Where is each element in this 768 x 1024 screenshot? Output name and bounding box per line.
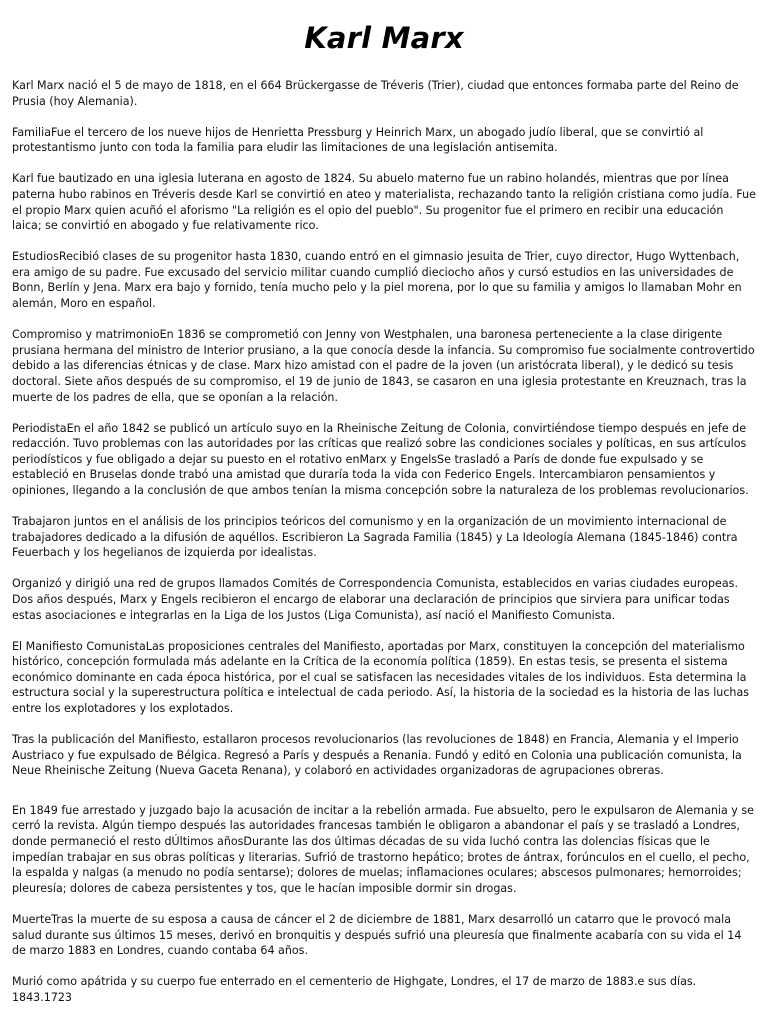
paragraph-death: MuerteTras la muerte de su esposa a causa de cáncer el 2 de diciembre de 1881, Marx desarrolló un catarro que le provocó mala salud durante sus últimos 15 meses, derivó en bronquitis y después sufrió una pleuresía que finalmente acabaría con su vida el 14 de marzo 1883 en Londres, cuando contaba 64 años. [12,912,742,958]
paragraph-burial: Murió como apátrida y su cuerpo fue enterrado en el cementerio de Highgate, Londres, el 17 de marzo de 1883.e sus días. 1843.1723 [12,975,697,1004]
paragraph-manifesto: El Manifiesto ComunistaLas proposiciones centrales del Manifiesto, aportadas por Marx, constituyen la concepción del materialismo histórico, concepción formulada más adelante en la Crítica de la economía política (1859). En estas tesis, se presenta el sistema económico dominante en cada época histórica, por el cual se satisfacen las necesidades vitales de los individuos. Esta determina la estructura social y la superestructura política e intelectual de cada periodo. Así, la historia de la sociedad es la historia de las luchas entre los explotadores y los explotados. [12,639,750,715]
paragraph-studies: EstudiosRecibió clases de su progenitor hasta 1830, cuando entró en el gimnasio jesuita de Trier, cuyo director, Hugo Wyttenbach, era amigo de su padre. Fue excusado del servicio militar cuando cumplió dieciocho años y cursó estudios en las universidades de Bonn, Berlín y Jena. Marx era bajo y fornido, tenía mucho pelo y la piel morena, por lo que su familia y amigos lo llamaban Mohr en alemán, Moro en español. [12,250,742,311]
document-body [12,78,756,1005]
paragraph-work-together: Trabajaron juntos en el análisis de los principios teóricos del comunismo y en la organización de un movimiento internacional de trabajadores dedicado a la difusión de aquéllos. Escribieron La Sagrada Familia (1845) y La Ideología Alemana (1845-1846) contra Feuerbach y los hegelianos de izquierda por idealistas. [12,515,738,560]
paragraph-baptism: Karl fue bautizado en una iglesia luterana en agosto de 1824. Su abuelo materno fue un rabino holandés, mientras que por línea paterna hubo rabinos en Tréveris desde Karl se convirtió en ateo y materialista, rechazando tanto la religión cristiana como judía. Fue el propio Marx quien acuñó el aforismo "La religión es el opio del pueblo". Su progenitor fue el primero en recibir una educación laica; se convirtió en abogado y fue relativamente rico. [12,172,756,233]
page-title: Karl Marx [304,21,464,55]
paragraph-last-years: En 1849 fue arrestado y juzgado bajo la acusación de incitar a la rebelión armada. Fue absuelto, pero le expulsaron de Alemania y se cerró la revista. Algún tiempo después las autoridades francesas también le obligaron a abandonar el país y se trasladó a Londres, donde permaneció el resto dÚltimos añosDurante las dos últimas décadas de su vida luchó contra las dolencias físicas que le impedían trabajar en sus obras políticas y literarias. Sufrió de trastorno hepático; brotes de ántrax, forúnculos en el cuello, el pecho, la espalda y nalgas (a menudo no podía sentarse); dolores de muelas; inflamaciones oculares; abscesos pulmonares; hemorroides; pleuresía; dolores de cabeza persistentes y tos, que le hacían imposible dormir sin drogas. [12,803,754,895]
paragraph-committees: Organizó y dirigió una red de grupos llamados Comités de Correspondencia Comunista, establecidos en varias ciudades europeas. Dos años después, Marx y Engels recibieron el encargo de elaborar una declaración de principios que sirviera para unificar todas estas asociaciones e integrarlas en la Liga de los Justos (Liga Comunista), así nació el Manifiesto Comunista. [12,577,738,622]
document-page [12,0,756,1021]
paragraph-family: FamiliaFue el tercero de los nueve hijos de Henrietta Pressburg y Heinrich Marx, un abogado judío liberal, que se convirtió al protestantismo junto con toda la familia para eludir las limitaciones de una legislación antisemita. [12,125,704,155]
paragraph-birth: Karl Marx nació el 5 de mayo de 1818, en el 664 Brückergasse de Tréveris (Trier), ciudad que entonces formaba parte del Reino de Prusia (hoy Alemania). [12,79,739,108]
paragraph-journalist: PeriodistaEn el año 1842 se publicó un artículo suyo en la Rheinische Zeitung de Colonia, convirtiéndose tiempo después en jefe de redacción. Tuvo problemas con las autoridades por las críticas que realizó sobre las condiciones sociales y políticas, en sus artículos periodísticos y fue obligado a dejar su puesto en el rotativo enMarx y EngelsSe trasladó a París de donde fue expulsado y se estableció en Bruselas donde trabó una amistad que duraría toda la vida con Federico Engels. Intercambiaron pensamientos y opiniones, llegando a la conclusión de que ambos tenían la misma concepción sobre la naturaleza de los problemas revolucionarios. [12,421,749,497]
paragraph-marriage: Compromiso y matrimonioEn 1836 se comprometió con Jenny von Westphalen, una baronesa perteneciente a la clase dirigente prusiana hermana del ministro de Interior prusiano, a la que conocía desde la infancia. Su compromiso fue socialmente controvertido debido a las diferencias étnicas y de clase. Marx hizo amistad con el padre de la joven (un aristócrata liberal), y le dedicó su tesis doctoral. Siete años después de su compromiso, el 19 de junio de 1843, se casaron en una iglesia protestante en Kreuznach, tras la muerte de los padres de ella, que se oponían a la relación. [12,328,755,404]
paragraph-revolutions: Tras la publicación del Manifiesto, estallaron procesos revolucionarios (las revoluciones de 1848) en Francia, Alemania y el Imperio Austriaco y fue expulsado de Bélgica. Regresó a París y después a Renania. Fundó y editó en Colonia una publicación comunista, la Neue Rheinische Zeitung (Nueva Gaceta Renana), y colaboró en actividades organizadoras de agrupaciones obreras. [12,733,742,778]
